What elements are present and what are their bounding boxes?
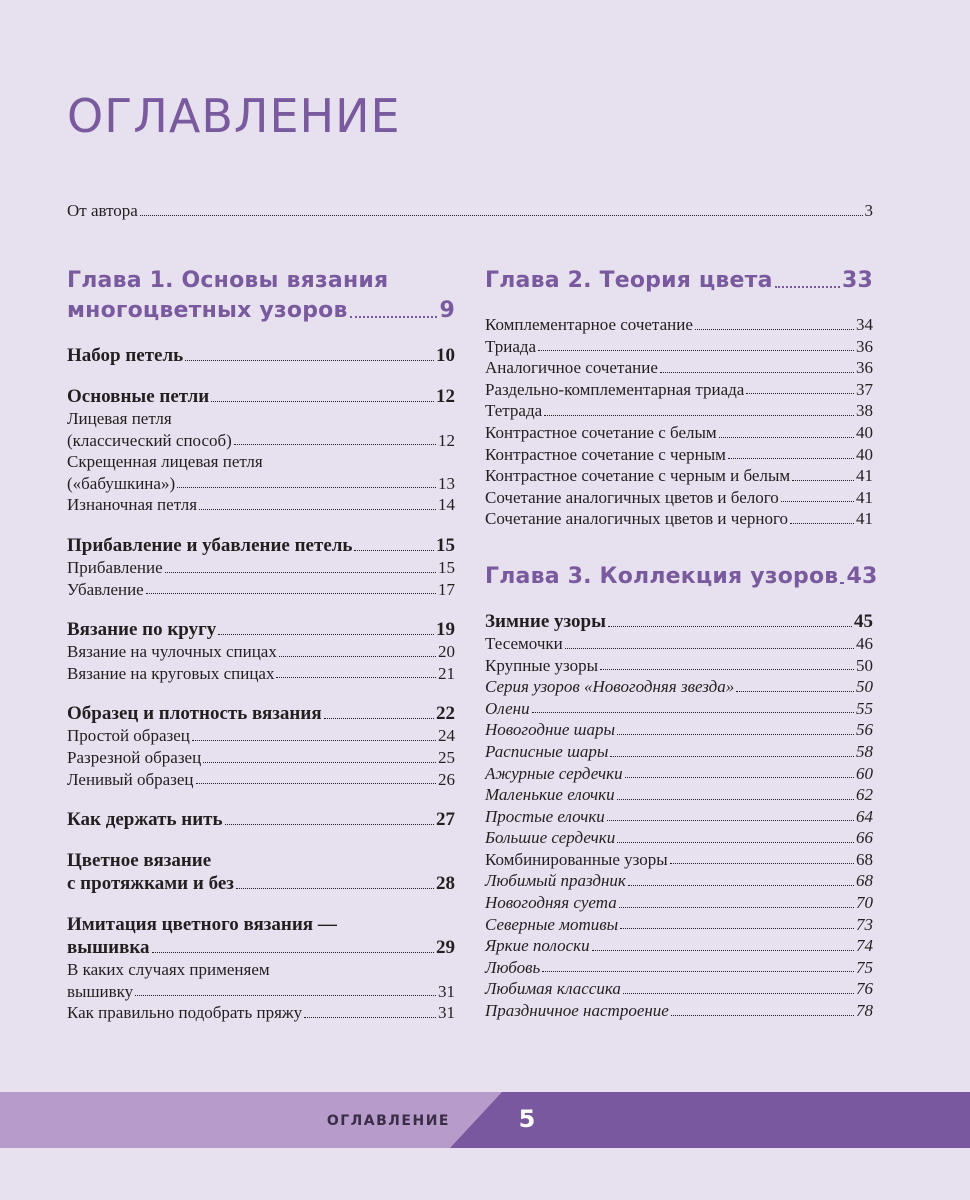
section-title-line1: Имитация цветного вязания — <box>67 914 337 936</box>
toc-entry[interactable] <box>67 663 455 685</box>
entry-title: Любимый праздник <box>485 871 626 891</box>
leader-dots <box>544 414 854 416</box>
leader-dots <box>152 951 434 953</box>
entry-title: Простой образец <box>67 726 190 746</box>
leader-dots <box>192 739 436 741</box>
entry-title: Контрастное сочетание с черным <box>485 444 726 464</box>
entry-title: Новогодняя суета <box>485 893 617 913</box>
entry-page: 64 <box>856 806 873 826</box>
leader-dots <box>350 315 438 318</box>
toc-entry[interactable] <box>485 314 873 336</box>
entry-page: 31 <box>438 981 455 1001</box>
leader-dots <box>619 906 854 908</box>
page-title: ОГЛАВЛЕНИЕ <box>67 89 401 143</box>
entry-title: (классический способ) <box>67 430 232 450</box>
toc-entry[interactable] <box>67 769 455 791</box>
entry-title: Изнаночная петля <box>67 495 198 515</box>
entry-page: 34 <box>856 315 873 334</box>
entry-title: Маленькие елочки <box>485 785 615 805</box>
leader-dots <box>617 841 854 843</box>
toc-entry[interactable] <box>485 870 873 892</box>
leader-dots <box>610 755 854 757</box>
toc-section[interactable] <box>67 385 455 408</box>
leader-dots <box>781 500 854 502</box>
toc-section[interactable] <box>67 344 455 367</box>
entry-page: 73 <box>856 914 873 934</box>
entry-title-line1: В каких случаях применяем <box>67 960 270 980</box>
entry-title: Комбинированные узоры <box>485 849 668 869</box>
section-title: Прибавление и убавление петель <box>67 534 353 556</box>
leader-dots <box>211 400 434 402</box>
leader-dots <box>304 1016 436 1018</box>
page-footer <box>0 1092 970 1148</box>
entry-page: 70 <box>856 893 873 913</box>
toc-section[interactable] <box>67 849 455 895</box>
leader-dots <box>140 214 863 216</box>
section-page: 10 <box>436 345 455 366</box>
toc-entry[interactable] <box>485 1000 873 1022</box>
entry-page: 66 <box>856 828 873 848</box>
toc-section[interactable] <box>67 913 455 959</box>
section-title: Зимние узоры <box>485 610 606 632</box>
toc-entry[interactable] <box>485 508 873 530</box>
entry-title: Любовь <box>485 957 541 977</box>
entry-page: 50 <box>856 655 873 675</box>
toc-section[interactable] <box>67 618 455 641</box>
chapter-2-entries <box>485 314 873 530</box>
leader-dots <box>600 668 854 670</box>
section-page: 45 <box>854 610 873 632</box>
entry-page: 36 <box>856 358 873 378</box>
entry-page: 41 <box>856 509 873 529</box>
entry-page: 41 <box>856 487 873 507</box>
leader-dots <box>324 717 434 719</box>
leader-dots <box>736 690 854 692</box>
leader-dots <box>608 625 852 627</box>
leader-dots <box>775 285 840 288</box>
leader-dots <box>135 994 436 996</box>
entry-title: Серия узоров «Новогодняя звезда» <box>485 677 735 697</box>
leader-dots <box>354 549 434 551</box>
section-page: 29 <box>436 937 455 959</box>
toc-section[interactable] <box>485 610 873 633</box>
leader-dots <box>203 761 436 763</box>
toc-entry[interactable] <box>485 655 873 677</box>
entry-title-line1: Скрещенная лицевая петля <box>67 452 263 472</box>
leader-dots <box>218 633 434 635</box>
leader-dots <box>790 522 854 524</box>
leader-dots <box>840 581 844 584</box>
entry-page: 31 <box>438 1003 455 1023</box>
intro-entry[interactable] <box>67 200 873 222</box>
entry-page: 62 <box>856 785 873 805</box>
page-number: 5 <box>518 1105 536 1133</box>
footer-section-label: ОГЛАВЛЕНИЕ <box>326 1113 450 1129</box>
entry-title: Яркие полоски <box>485 936 590 956</box>
entry-page: 21 <box>438 663 455 683</box>
section-title-line1: Цветное вязание <box>67 850 212 872</box>
entry-title: Прибавление <box>67 557 163 577</box>
entry-page: 15 <box>438 557 455 577</box>
section-page: 19 <box>436 619 455 641</box>
toc-entry[interactable] <box>485 892 873 914</box>
chapter-1-heading[interactable] <box>67 266 455 326</box>
section-title: Набор петель <box>67 345 184 366</box>
entry-page: 68 <box>856 849 873 869</box>
entry-page: 36 <box>856 336 873 356</box>
toc-entry[interactable] <box>485 957 873 979</box>
toc-entry[interactable] <box>485 827 873 849</box>
entry-title: вышивку <box>67 981 134 1001</box>
entry-page: 40 <box>856 422 873 442</box>
leader-dots <box>660 371 854 373</box>
chapter-3-heading[interactable] <box>485 562 878 592</box>
entry-page: 60 <box>856 763 873 783</box>
entry-title: Как правильно подобрать пряжу <box>67 1003 303 1023</box>
leader-dots <box>623 992 854 994</box>
toc-entry[interactable] <box>485 719 873 741</box>
toc-entry[interactable] <box>485 763 873 785</box>
toc-entry[interactable] <box>485 978 873 1000</box>
toc-section[interactable] <box>67 808 455 831</box>
leader-dots <box>719 436 854 438</box>
entry-title: («бабушкина») <box>67 473 176 493</box>
section-title: Вязание по кругу <box>67 619 217 641</box>
entry-title: Ажурные сердечки <box>485 763 623 783</box>
toc-entry[interactable] <box>485 357 873 379</box>
toc-entry[interactable] <box>67 1002 455 1024</box>
section-page: 22 <box>436 703 455 725</box>
section-title: Образец и плотность вязания <box>67 703 322 725</box>
toc-section[interactable] <box>67 534 455 557</box>
intro-page: 3 <box>864 201 873 220</box>
entry-page: 68 <box>856 871 873 891</box>
chapter-2-title: Глава 2. Теория цвета <box>485 268 773 293</box>
leader-dots <box>620 927 854 929</box>
leader-dots <box>146 592 436 594</box>
chapter-1-page: 9 <box>439 298 455 323</box>
entry-page: 75 <box>856 957 873 977</box>
entry-page: 74 <box>856 936 873 956</box>
chapter-1-title-line2: многоцветных узоров <box>67 298 348 323</box>
entry-title: Сочетание аналогичных цветов и белого <box>485 487 779 507</box>
toc-entry[interactable] <box>67 494 455 516</box>
leader-dots <box>199 508 436 510</box>
section-page: 28 <box>436 873 455 895</box>
toc-column-right <box>485 266 878 1022</box>
entry-page: 26 <box>438 769 455 789</box>
toc-entry[interactable] <box>485 400 873 422</box>
section-page: 27 <box>436 809 455 831</box>
leader-dots <box>617 798 854 800</box>
toc-entry[interactable] <box>485 806 873 828</box>
toc-column-left <box>67 266 455 1024</box>
leader-dots <box>165 571 436 573</box>
entry-title: Северные мотивы <box>485 914 619 934</box>
chapter-1-title-line1: Глава 1. Основы вязания <box>67 268 389 293</box>
entry-page: 58 <box>856 741 873 761</box>
chapter-3-title: Глава 3. Коллекция узоров <box>485 563 839 589</box>
leader-dots <box>670 862 854 864</box>
section-title: с протяжками и без <box>67 873 234 895</box>
leader-dots <box>236 887 434 889</box>
entry-title: Разрезной образец <box>67 747 202 767</box>
entry-page: 40 <box>856 444 873 464</box>
entry-page: 78 <box>856 1001 873 1021</box>
section-page: 12 <box>436 386 455 407</box>
entry-title: Большие сердечки <box>485 828 616 848</box>
entry-page: 12 <box>438 430 455 450</box>
leader-dots <box>625 776 854 778</box>
entry-page: 17 <box>438 579 455 599</box>
toc-entry[interactable] <box>485 465 873 487</box>
entry-title: Тесемочки <box>485 633 563 653</box>
toc-entry[interactable] <box>67 451 455 494</box>
leader-dots <box>565 647 854 649</box>
entry-page: 24 <box>438 726 455 746</box>
toc-entry[interactable] <box>485 676 873 698</box>
toc-entry[interactable] <box>67 747 455 769</box>
entry-title: Ленивый образец <box>67 769 194 789</box>
leader-dots <box>746 392 854 394</box>
toc-entry[interactable] <box>67 725 455 747</box>
entry-title-line1: Лицевая петля <box>67 409 172 428</box>
entry-title: Праздничное настроение <box>485 1001 669 1021</box>
leader-dots <box>225 823 434 825</box>
entry-page: 41 <box>856 466 873 486</box>
section-page: 15 <box>436 534 455 556</box>
leader-dots <box>695 328 854 330</box>
leader-dots <box>185 359 434 361</box>
entry-page: 46 <box>856 633 873 653</box>
toc-entry[interactable] <box>485 444 873 466</box>
section-title: вышивка <box>67 937 150 959</box>
toc-entry[interactable] <box>485 914 873 936</box>
entry-page: 20 <box>438 642 455 662</box>
leader-dots <box>617 733 854 735</box>
entry-page: 25 <box>438 747 455 767</box>
toc-entry[interactable] <box>485 487 873 509</box>
leader-dots <box>592 949 854 951</box>
section-title: Как держать нить <box>67 809 223 831</box>
leader-dots <box>628 884 854 886</box>
leader-dots <box>538 349 854 351</box>
entry-page: 50 <box>856 677 873 697</box>
leader-dots <box>792 479 854 481</box>
entry-title: Контрастное сочетание с белым <box>485 422 717 442</box>
entry-title: Комплементарное сочетание <box>485 315 693 334</box>
entry-page: 13 <box>438 473 455 493</box>
leader-dots <box>177 486 436 488</box>
toc-entry[interactable] <box>67 408 455 451</box>
leader-dots <box>728 457 854 459</box>
section-title: Основные петли <box>67 386 210 407</box>
toc-entry[interactable] <box>485 336 873 358</box>
entry-title: Вязание на круговых спицах <box>67 663 275 683</box>
entry-title: Контрастное сочетание с черным и белым <box>485 466 791 486</box>
toc-section[interactable] <box>67 702 455 725</box>
toc-entry[interactable] <box>67 557 455 579</box>
entry-page: 55 <box>856 698 873 718</box>
entry-title: Сочетание аналогичных цветов и черного <box>485 509 789 529</box>
entry-page: 38 <box>856 401 873 421</box>
toc-entry[interactable] <box>485 633 873 655</box>
toc-entry[interactable] <box>67 959 455 1002</box>
entry-page: 56 <box>856 720 873 740</box>
entry-title: Расписные шары <box>485 741 609 761</box>
entry-title: Крупные узоры <box>485 655 599 675</box>
leader-dots <box>671 1014 854 1016</box>
leader-dots <box>234 443 436 445</box>
entry-title: Раздельно-комплементарная триада <box>485 379 745 399</box>
toc-entry[interactable] <box>485 379 873 401</box>
intro-label: От автора <box>67 201 138 220</box>
entry-title: Аналогичное сочетание <box>485 358 658 378</box>
toc-entry[interactable] <box>485 741 873 763</box>
entry-title: Тетрада <box>485 401 543 421</box>
toc-entry[interactable] <box>485 422 873 444</box>
entry-title: Новогодние шары <box>485 720 616 740</box>
toc-entry[interactable] <box>485 698 873 720</box>
leader-dots <box>276 676 436 678</box>
leader-dots <box>532 711 854 713</box>
leader-dots <box>542 970 854 972</box>
toc-entry[interactable] <box>485 935 873 957</box>
entry-title: Триада <box>485 336 537 356</box>
chapter-2-heading[interactable] <box>485 266 873 296</box>
chapter-3-page: 43 <box>846 563 878 589</box>
entry-title: Вязание на чулочных спицах <box>67 642 277 662</box>
leader-dots <box>607 819 854 821</box>
entry-page: 76 <box>856 979 873 999</box>
toc-entry[interactable] <box>67 641 455 663</box>
entry-page: 37 <box>856 379 873 399</box>
entry-title: Простые елочки <box>485 806 605 826</box>
entry-title: Любимая классика <box>485 979 621 999</box>
toc-entry[interactable] <box>485 784 873 806</box>
leader-dots <box>196 782 436 784</box>
chapter-2-page: 33 <box>841 268 873 293</box>
entry-page: 14 <box>438 495 455 515</box>
toc-entry[interactable] <box>485 849 873 871</box>
entry-title: Олени <box>485 698 530 718</box>
entry-title: Убавление <box>67 579 144 599</box>
leader-dots <box>279 655 436 657</box>
chapter-3-entries <box>485 633 873 1022</box>
toc-entry[interactable] <box>67 579 455 601</box>
